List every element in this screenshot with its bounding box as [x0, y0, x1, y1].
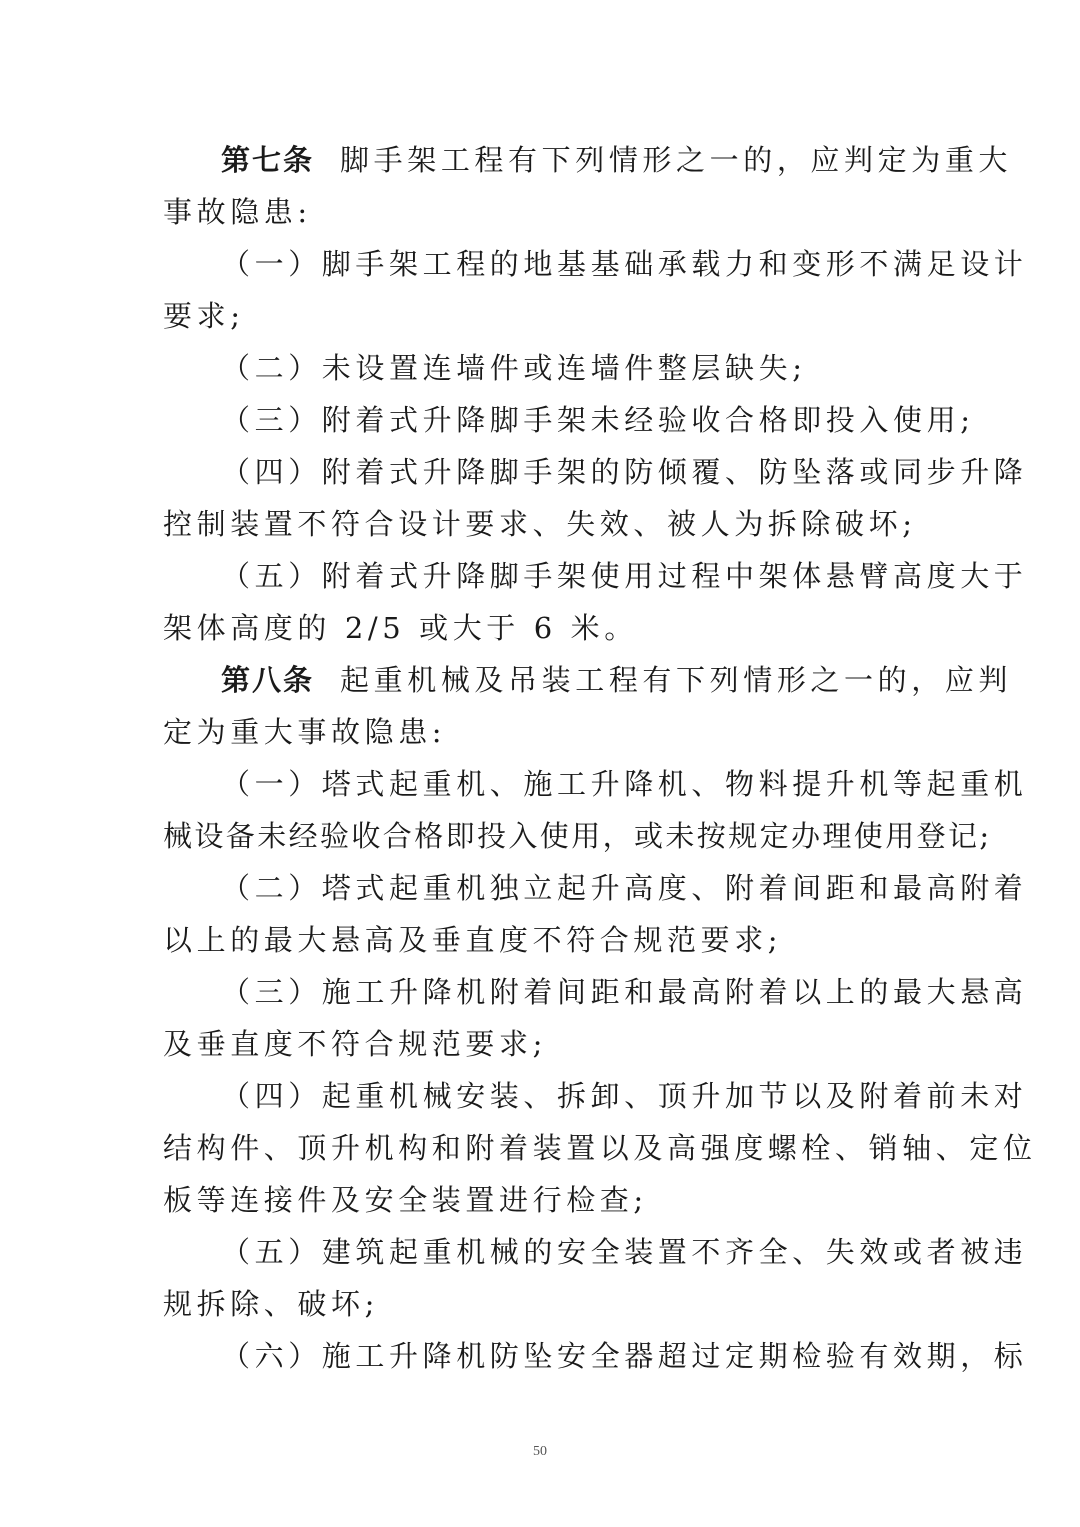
article7-item-3: （三）附着式升降脚手架未经验收合格即投入使用;	[221, 403, 975, 437]
article8-item-1: （一）塔式起重机、施工升降机、物料提升机等起重机	[221, 767, 1028, 801]
article7-item-5-cont: 架体高度的 2/5 或大于 6 米。	[163, 611, 638, 645]
article8-item-4: （四）起重机械安装、拆卸、顶升加节以及附着前未对	[221, 1079, 1028, 1113]
article8-item-1-cont: 械设备未经验收合格即投入使用，或未按规定办理使用登记;	[163, 819, 992, 853]
page-number: 50	[533, 1444, 547, 1459]
article7-intro: 脚手架工程有下列情形之一的，应判定为重大	[340, 143, 1013, 177]
article8-item-5: （五）建筑起重机械的安全装置不齐全、失效或者被违	[221, 1235, 1028, 1269]
article7-intro-cont: 事故隐患:	[163, 195, 312, 229]
article7-heading: 第七条	[221, 143, 315, 177]
article7-item-4: （四）附着式升降脚手架的防倾覆、防坠落或同步升降	[221, 455, 1028, 489]
article8-intro-cont: 定为重大事故隐患:	[163, 715, 447, 749]
article8-item-3-cont: 及垂直度不符合规范要求;	[163, 1027, 547, 1061]
article7-item-4-cont: 控制装置不符合设计要求、失效、被人为拆除破坏;	[163, 507, 917, 541]
article8-intro: 起重机械及吊装工程有下列情形之一的，应判	[340, 663, 1013, 697]
article7-first-line	[221, 134, 1012, 186]
article7-item-2: （二）未设置连墙件或连墙件整层缺失;	[221, 351, 807, 385]
article8-item-3: （三）施工升降机附着间距和最高附着以上的最大悬高	[221, 975, 1028, 1009]
article7-item-1-cont: 要求;	[163, 299, 245, 333]
article8-item-6: （六）施工升降机防坠安全器超过定期检验有效期，标	[221, 1339, 1028, 1373]
article7-item-5: （五）附着式升降脚手架使用过程中架体悬臂高度大于	[221, 559, 1028, 593]
article8-item-4-cont1: 结构件、顶升机构和附着装置以及高强度螺栓、销轴、定位	[163, 1131, 1037, 1165]
article8-item-5-cont: 规拆除、破坏;	[163, 1287, 379, 1321]
article8-item-2-cont: 以上的最大悬高及垂直度不符合规范要求;	[163, 923, 783, 957]
article8-heading: 第八条	[221, 663, 315, 697]
article7-item-1: （一）脚手架工程的地基基础承载力和变形不满足设计	[221, 247, 1028, 281]
article8-first-line	[221, 654, 1012, 706]
article8-item-2: （二）塔式起重机独立起升高度、附着间距和最高附着	[221, 871, 1028, 905]
article8-item-4-cont2: 板等连接件及安全装置进行检查;	[163, 1183, 648, 1217]
